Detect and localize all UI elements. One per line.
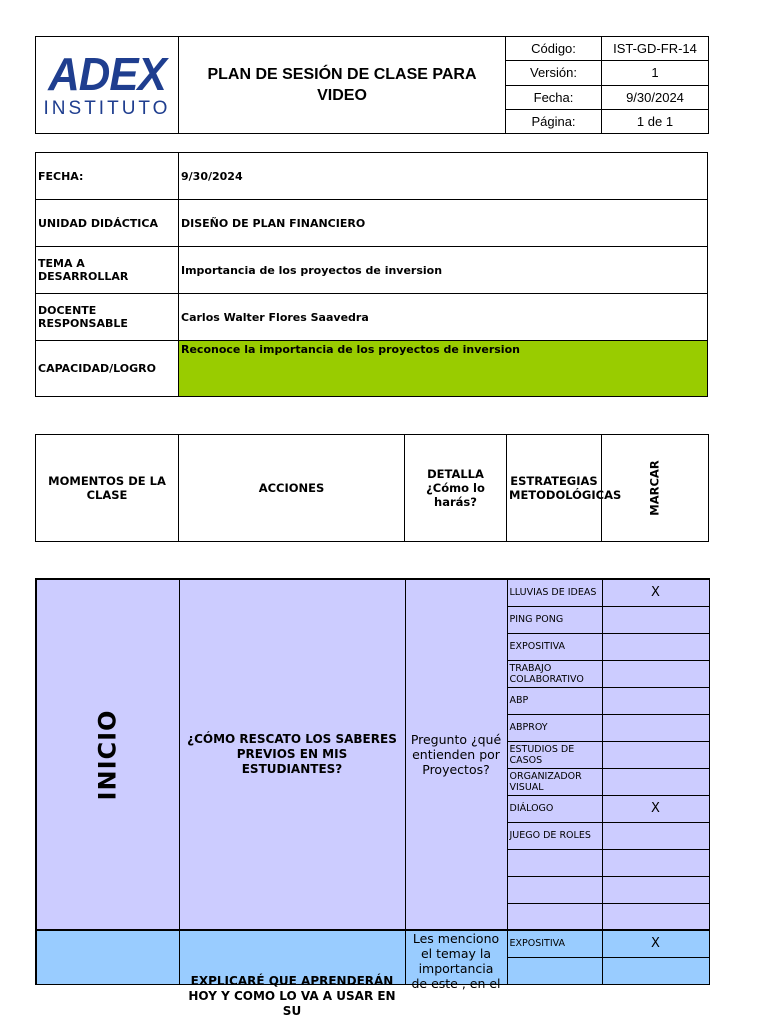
logo-sub: INSTITUTO [43,98,171,119]
strategy-name [507,876,602,903]
col-estrategias: ESTRATEGIAS METODOLÓGICAS [507,435,602,542]
strategy-name: LLUVIAS DE IDEAS [507,579,602,606]
next-detalle [405,930,507,991]
strategy-mark[interactable] [602,714,709,741]
inicio-label: INICIO [93,709,122,800]
info-table [35,152,708,397]
strategy-mark[interactable] [602,903,709,930]
strategy-mark[interactable]: X [602,930,709,957]
col-momentos: MOMENTOS DE LA CLASE [36,435,179,542]
next-accion [179,930,405,1018]
strategy-mark[interactable] [602,876,709,903]
col-acciones: ACCIONES [179,435,405,542]
unidad-label: UNIDAD DIDÁCTICA [36,200,179,247]
strategy-name: ABP [507,687,602,714]
meta-label-pagina: Página: [506,109,602,133]
strategy-mark[interactable] [602,660,709,687]
meta-value-version: 1 [602,61,709,85]
strategy-mark[interactable] [602,687,709,714]
strategy-name [507,849,602,876]
capacidad-label: CAPACIDAD/LOGRO [36,341,179,397]
proceso-cell [36,930,179,985]
strategy-mark[interactable] [602,849,709,876]
meta-value-codigo: IST-GD-FR-14 [602,37,709,61]
tema-label: TEMA A DESARROLLAR [36,247,179,294]
meta-value-pagina: 1 de 1 [602,109,709,133]
strategy-name [507,957,602,984]
fecha-label: FECHA: [36,153,179,200]
strategy-name: ESTUDIOS DE CASOS [507,741,602,768]
tema-value: Importancia de los proyectos de inversion [179,247,708,294]
strategy-mark[interactable] [602,957,709,984]
strategy-mark[interactable]: X [602,579,709,606]
strategy-mark[interactable] [602,768,709,795]
strategy-name: TRABAJO COLABORATIVO [507,660,602,687]
docente-label: DOCENTE RESPONSABLE [36,294,179,341]
document-title: PLAN DE SESIÓN DE CLASE PARA VIDEO [179,37,506,134]
meta-label-codigo: Código: [506,37,602,61]
strategy-name: ORGANIZADOR VISUAL [507,768,602,795]
unidad-value: DISEÑO DE PLAN FINANCIERO [179,200,708,247]
strategy-name: PING PONG [507,606,602,633]
meta-value-fecha: 9/30/2024 [602,85,709,109]
strategy-name: EXPOSITIVA [507,633,602,660]
strategy-name: JUEGO DE ROLES [507,822,602,849]
inicio-table [35,578,710,1018]
next-detalle-text: Les menciono el temay la importancia de este , en el [411,931,501,991]
strategy-name: DIÁLOGO [507,795,602,822]
inicio-detalle: Pregunto ¿qué entienden por Proyectos? [405,579,507,930]
momentos-header [35,434,709,542]
fecha-value: 9/30/2024 [179,153,708,200]
docente-value: Carlos Walter Flores Saavedra [179,294,708,341]
strategy-mark[interactable] [602,633,709,660]
strategy-mark[interactable]: X [602,795,709,822]
meta-label-fecha: Fecha: [506,85,602,109]
strategy-name: EXPOSITIVA [507,930,602,957]
strategy-mark[interactable] [602,822,709,849]
logo [36,37,179,134]
strategy-mark[interactable] [602,606,709,633]
capacidad-value: Reconoce la importancia de los proyectos de inversion [179,341,708,397]
next-accion-wrap [186,944,399,1018]
strategy-mark[interactable] [602,741,709,768]
next-accion-text: EXPLICARÉ QUE APRENDERÁN HOY Y COMO LO VA A USAR EN SU [188,974,396,1018]
strategy-name [507,903,602,930]
col-marcar-label: MARCAR [648,460,662,516]
strategy-name: ABPROY [507,714,602,741]
inicio-accion: ¿CÓMO RESCATO LOS SABERES PREVIOS EN MIS ESTUDIANTES? [179,579,405,930]
meta-label-version: Versión: [506,61,602,85]
col-detalla: DETALLA ¿Cómo lo harás? [405,435,507,542]
logo-main: ADEX [48,48,166,100]
next-detalle-wrap [410,931,503,991]
header-table [35,36,709,134]
inicio-cell [36,579,179,930]
